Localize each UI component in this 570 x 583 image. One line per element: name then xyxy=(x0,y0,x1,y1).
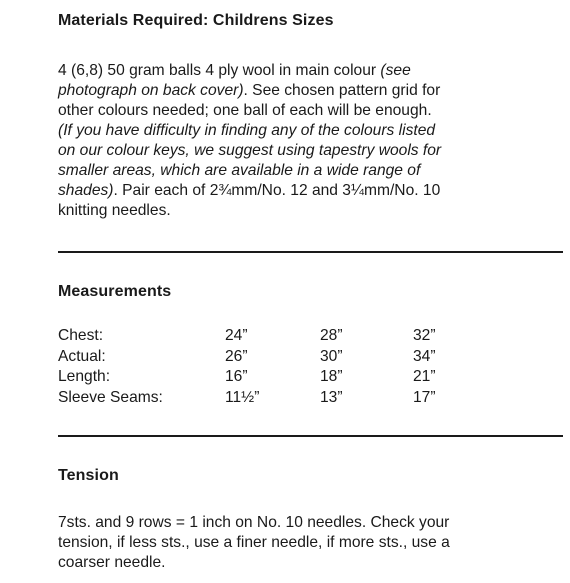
size-value: 30” xyxy=(320,347,343,365)
size-value: 34” xyxy=(413,347,436,365)
row-label: Actual: xyxy=(58,347,106,365)
materials-line xyxy=(58,101,558,121)
size-value: 24” xyxy=(225,327,248,344)
tension-line: coarser needle. xyxy=(58,554,166,571)
text-roman: . See chosen pattern grid for xyxy=(243,82,441,99)
materials-line xyxy=(58,81,558,101)
text-roman: other colours needed; one ball of each will be enough. xyxy=(58,102,432,119)
row-label: Length: xyxy=(58,368,111,385)
text-roman: . Pair each of 2¾mm/No. 12 and 3¼mm/No. 10 xyxy=(113,182,441,199)
size-value: 16” xyxy=(225,368,248,385)
size-value: 13” xyxy=(320,388,343,406)
section-divider xyxy=(58,435,563,437)
size-value: 28” xyxy=(320,327,343,344)
size-value: 17” xyxy=(413,388,436,406)
text-italic: photograph on back cover) xyxy=(58,82,244,99)
size-value: 32” xyxy=(413,327,436,344)
tension-heading: Tension xyxy=(58,467,119,484)
tension-line: tension, if less sts., use a finer needle, if more sts., use a xyxy=(58,534,450,551)
materials-paragraph xyxy=(58,61,558,221)
text-roman: knitting needles. xyxy=(58,202,171,219)
text-italic: (If you have difficulty in finding any of the colours listed xyxy=(58,122,436,139)
materials-line xyxy=(58,141,558,161)
measurements-table xyxy=(58,326,473,408)
row-label: Chest: xyxy=(58,327,104,344)
text-italic: shades) xyxy=(58,182,114,199)
size-value: 21” xyxy=(413,368,436,385)
tension-paragraph xyxy=(58,513,558,573)
materials-line xyxy=(58,121,558,141)
row-label: Sleeve Seams: xyxy=(58,388,163,406)
measurements-heading: Measurements xyxy=(58,283,172,300)
table-row xyxy=(58,326,473,347)
tension-line: 7sts. and 9 rows = 1 inch on No. 10 needles. Check your xyxy=(58,514,450,531)
text-italic: smaller areas, which are available in a wide range of xyxy=(58,162,421,179)
size-value: 18” xyxy=(320,368,343,385)
section-divider xyxy=(58,251,563,253)
table-row xyxy=(58,388,473,409)
text-roman: 4 (6,8) 50 gram balls 4 ply wool in main colour xyxy=(58,62,381,79)
size-value: 26” xyxy=(225,347,248,365)
materials-line xyxy=(58,161,558,181)
table-row xyxy=(58,347,473,368)
text-italic: (see xyxy=(380,62,411,79)
size-value: 11½” xyxy=(225,388,260,406)
table-row xyxy=(58,367,473,388)
text-italic: on our colour keys, we suggest using tapestry wools for xyxy=(58,142,442,159)
materials-line xyxy=(58,61,558,81)
materials-line xyxy=(58,181,558,201)
materials-heading: Materials Required: Childrens Sizes xyxy=(58,12,334,29)
materials-line xyxy=(58,201,558,221)
